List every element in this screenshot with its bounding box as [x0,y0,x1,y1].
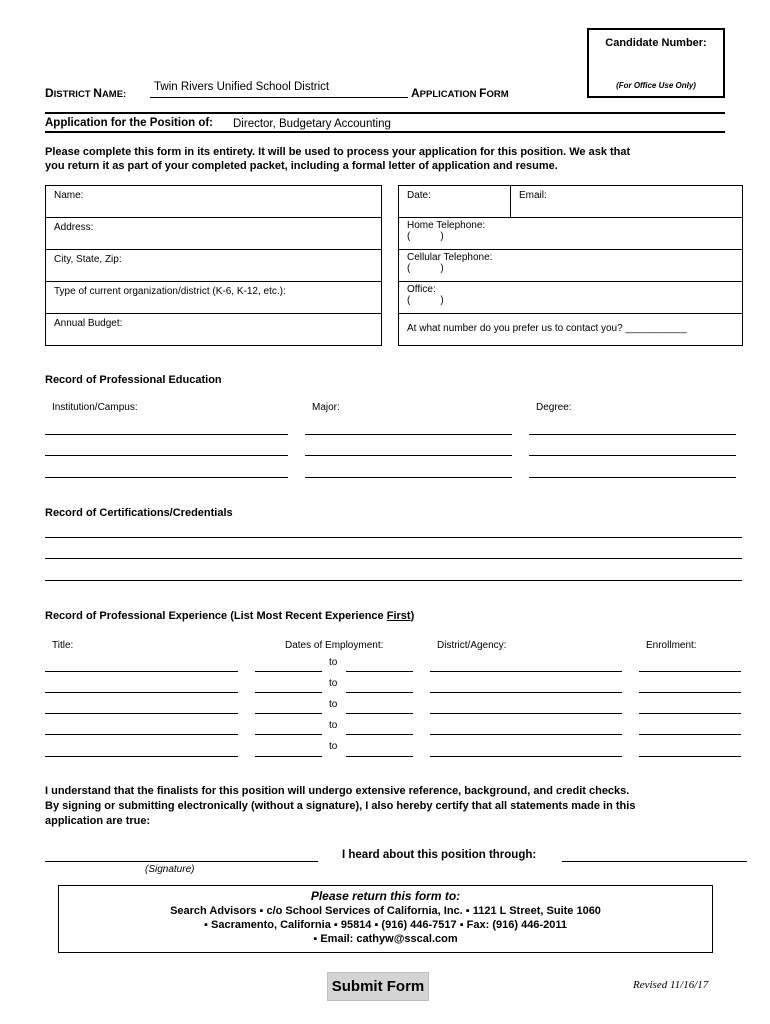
certify-line2: By signing or submitting electronically (without a signature), I also hereby certify that all statements made in this [45,800,636,812]
experience-to-label: to [329,657,338,668]
cell-telephone-parens: ( ) [407,263,444,274]
education-institution-line[interactable] [45,434,288,435]
signature-label: (Signature) [145,864,195,875]
experience-enrollment-line[interactable] [639,756,741,757]
experience-title-line[interactable] [45,734,238,735]
experience-col-district: District/Agency: [437,640,507,651]
certification-line[interactable] [45,537,742,538]
certifications-heading: Record of Certifications/Credentials [45,507,233,519]
education-degree-line[interactable] [529,477,736,478]
position-value[interactable]: Director, Budgetary Accounting [233,118,391,130]
office-telephone-field[interactable] [399,282,742,314]
experience-to-label: to [329,720,338,731]
experience-end-line[interactable] [346,671,413,672]
candidate-number-box [587,28,725,98]
name-field[interactable]: Name: [46,186,381,218]
experience-col-enrollment: Enrollment: [646,640,697,651]
signature-line[interactable] [45,861,318,862]
office-telephone-label: Office: [407,284,436,295]
office-use-note: (For Office Use Only) [616,81,696,90]
education-col-major: Major: [312,402,340,413]
return-address-box [58,885,713,953]
certification-line[interactable] [45,558,742,559]
experience-title-line[interactable] [45,713,238,714]
contact-right-box [398,185,743,346]
experience-title-line[interactable] [45,671,238,672]
experience-col-title: Title: [52,640,74,651]
org-type-field[interactable]: Type of current organization/district (K-6, K-12, etc.): [46,282,381,314]
education-major-line[interactable] [305,477,512,478]
district-name-underline [150,97,408,98]
heard-about-line[interactable] [562,861,747,862]
return-line1: Search Advisors ▪ c/o School Services of California, Inc. ▪ 1121 L Street, Suite 1060 [170,905,601,917]
experience-start-line[interactable] [255,713,322,714]
experience-enrollment-line[interactable] [639,713,741,714]
experience-enrollment-line[interactable] [639,692,741,693]
experience-end-line[interactable] [346,713,413,714]
education-degree-line[interactable] [529,455,736,456]
experience-title-line[interactable] [45,692,238,693]
experience-to-label: to [329,678,338,689]
header-rule [45,112,725,114]
certify-line1: I understand that the finalists for this position will undergo extensive reference, background, and credit checks. [45,785,630,797]
education-major-line[interactable] [305,434,512,435]
experience-to-label: to [329,699,338,710]
cell-telephone-field[interactable] [399,250,742,282]
experience-start-line[interactable] [255,671,322,672]
candidate-number-label: Candidate Number: [605,37,707,49]
application-form-title: APPLICATION FORM [411,86,509,100]
experience-end-line[interactable] [346,756,413,757]
experience-start-line[interactable] [255,756,322,757]
experience-to-label: to [329,741,338,752]
submit-form-button[interactable]: Submit Form [327,972,429,1001]
email-field[interactable]: Email: [511,186,742,218]
experience-district-line[interactable] [430,713,622,714]
preferred-contact-field[interactable]: At what number do you prefer us to contact you? ___________ [407,323,687,334]
date-field[interactable]: Date: [399,186,511,218]
district-name-label: DISTRICT NAME: [45,86,127,100]
education-institution-line[interactable] [45,455,288,456]
experience-title-line[interactable] [45,756,238,757]
annual-budget-field[interactable]: Annual Budget: [54,318,123,329]
return-title: Please return this form to: [310,889,461,903]
experience-start-line[interactable] [255,692,322,693]
experience-end-line[interactable] [346,692,413,693]
city-state-zip-field[interactable]: City, State, Zip: [46,250,381,282]
education-heading: Record of Professional Education [45,374,222,386]
instructions-line1: Please complete this form in its entirety. It will be used to process your application for this position. We ask that [45,146,631,158]
address-field[interactable]: Address: [46,218,381,250]
certification-line[interactable] [45,580,742,581]
return-line3: ▪ Email: cathyw@sscal.com [313,933,458,945]
revised-date: Revised 11/16/17 [633,979,709,991]
education-major-line[interactable] [305,455,512,456]
education-col-institution: Institution/Campus: [52,402,138,413]
education-degree-line[interactable] [529,434,736,435]
education-col-degree: Degree: [536,402,572,413]
heard-about-label: I heard about this position through: [342,849,537,861]
cell-telephone-label: Cellular Telephone: [407,252,493,263]
experience-heading: Record of Professional Experience (List Most Recent Experience First) [45,610,415,622]
home-telephone-label: Home Telephone: [407,220,486,231]
position-label: Application for the Position of: [45,117,214,129]
home-telephone-parens: ( ) [407,231,444,242]
office-telephone-parens: ( ) [407,295,444,306]
position-rule [45,131,725,133]
experience-district-line[interactable] [430,692,622,693]
experience-district-line[interactable] [430,671,622,672]
experience-enrollment-line[interactable] [639,671,741,672]
experience-start-line[interactable] [255,734,322,735]
education-institution-line[interactable] [45,477,288,478]
contact-left-box [45,185,382,346]
experience-col-dates: Dates of Employment: [285,640,384,651]
return-line2: ▪ Sacramento, California ▪ 95814 ▪ (916) 446-7517 ▪ Fax: (916) 446-2011 [204,919,567,931]
experience-district-line[interactable] [430,734,622,735]
experience-district-line[interactable] [430,756,622,757]
instructions-line2: you return it as part of your completed packet, including a formal letter of application and resume. [45,160,558,172]
certify-line3: application are true: [45,815,151,827]
experience-end-line[interactable] [346,734,413,735]
experience-enrollment-line[interactable] [639,734,741,735]
home-telephone-field[interactable] [399,218,742,250]
district-name-value[interactable]: Twin Rivers Unified School District [154,81,330,93]
